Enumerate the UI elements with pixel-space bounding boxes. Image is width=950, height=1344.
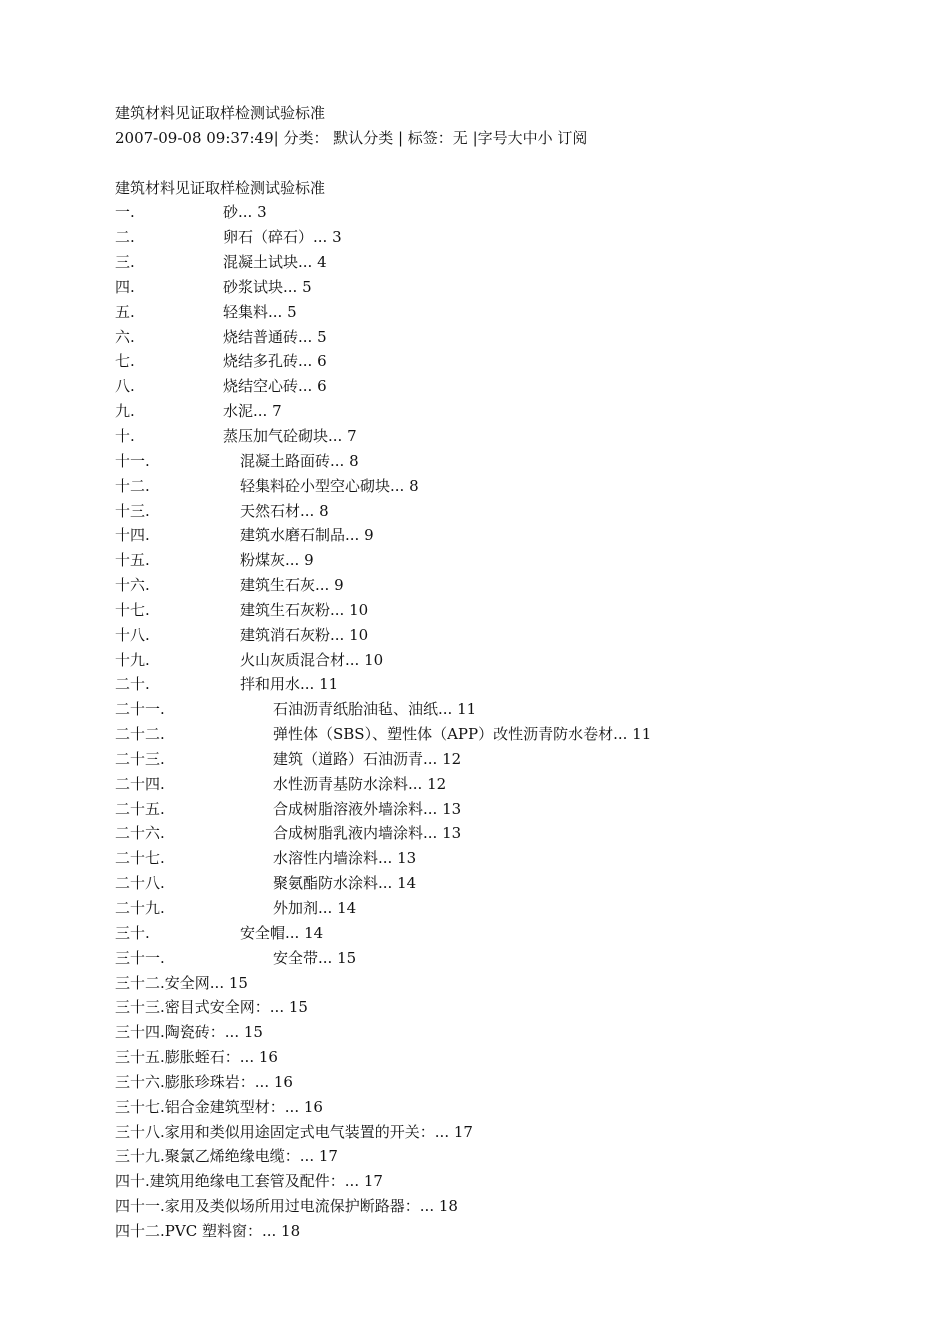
toc-item: [115, 1194, 915, 1219]
toc-item: [115, 474, 915, 499]
toc-heading: 建筑材料见证取样检测试验标准: [115, 178, 326, 197]
toc-item: [115, 573, 915, 598]
toc-item: [115, 275, 915, 300]
toc-item-text: 家用及类似场所用过电流保护断路器：... 18: [164, 1197, 458, 1216]
toc-item-text: 建筑消石灰粉... 10: [240, 625, 369, 644]
toc-item-text: 石油沥青纸胎油毡、油纸... 11: [273, 700, 477, 719]
toc-item-text: 膨胀珍珠岩：... 16: [164, 1072, 293, 1091]
toc-item: [115, 772, 915, 797]
toc-item-text: 安全带... 15: [273, 948, 357, 967]
toc-item-text: 砂... 3: [223, 203, 267, 222]
toc-item-number: 一.: [115, 203, 135, 222]
toc-item-number: 二十八.: [115, 874, 165, 893]
toc-item-number: 八.: [115, 377, 135, 396]
toc-item-number: 十一.: [115, 451, 150, 470]
toc-item: [115, 648, 915, 673]
toc-item-text: 蒸压加气砼砌块... 7: [223, 426, 357, 445]
toc-item-text: 外加剂... 14: [273, 899, 357, 917]
toc-item-text: 拌和用水... 11: [240, 675, 339, 694]
toc-item-number: 十八.: [115, 625, 150, 644]
toc-item: [115, 399, 915, 424]
toc-item-number: 三十二.: [115, 973, 165, 992]
toc-item: [115, 797, 915, 822]
toc-item-number: 十.: [115, 426, 135, 445]
toc-item-number: 四十.: [115, 1172, 150, 1191]
toc-item-number: 三十.: [115, 923, 150, 942]
toc-item: [115, 325, 915, 350]
toc-item: [115, 946, 915, 971]
toc-item-number: 五.: [115, 302, 135, 321]
toc-item-number: 三十四.: [115, 1023, 165, 1042]
toc-item-number: 三十七.: [115, 1097, 165, 1116]
toc-item-number: 十四.: [115, 526, 150, 545]
toc-item: [115, 598, 915, 623]
toc-item: [115, 1144, 915, 1169]
toc-item: [115, 1070, 915, 1095]
toc-item-text: 混凝土路面砖... 8: [240, 451, 359, 470]
toc-item: [115, 300, 915, 325]
toc-item-number: 三十六.: [115, 1072, 165, 1091]
toc-item-text: 合成树脂乳液内墙涂料... 13: [273, 824, 462, 843]
toc-item: [115, 971, 915, 996]
toc-item-number: 二十六.: [115, 824, 165, 843]
toc-item: [115, 523, 915, 548]
toc-item-text: 烧结空心砖... 6: [223, 377, 327, 396]
toc-item-number: 十九.: [115, 650, 150, 669]
toc-item-text: 聚氨酯防水涂料... 14: [273, 874, 417, 893]
toc-item-number: 九.: [115, 402, 135, 421]
toc-item: [115, 1120, 915, 1145]
toc-item-number: 二十四.: [115, 774, 165, 793]
toc-item: [115, 349, 915, 374]
toc-item-text: 铝合金建筑型材：... 16: [164, 1097, 323, 1116]
toc-item: [115, 896, 915, 921]
toc-item-number: 十六.: [115, 576, 150, 595]
toc-item: [115, 821, 915, 846]
toc-item-text: 火山灰质混合材... 10: [240, 650, 384, 669]
toc-item-number: 七.: [115, 352, 135, 371]
toc-item-number: 十七.: [115, 600, 150, 619]
toc-item: [115, 623, 915, 648]
toc-item-text: 建筑用绝缘电工套管及配件：... 17: [149, 1172, 383, 1191]
toc-item: [115, 548, 915, 573]
toc-item: [115, 846, 915, 871]
toc-item: [115, 250, 915, 275]
toc-item-text: 密目式安全网：... 15: [164, 998, 308, 1017]
toc-item-text: 建筑水磨石制品... 9: [240, 526, 374, 545]
toc-item-text: 粉煤灰... 9: [240, 551, 314, 570]
toc-item-text: 轻集料砼小型空心砌块... 8: [240, 476, 419, 495]
toc-item-text: 聚氯乙烯绝缘电缆：... 17: [164, 1147, 338, 1166]
toc-item-text: 水溶性内墙涂料... 13: [273, 849, 417, 868]
toc-item: [115, 921, 915, 946]
toc-item-text: 砂浆试块... 5: [223, 277, 312, 296]
toc-item-text: 家用和类似用途固定式电气装置的开关：... 17: [164, 1122, 473, 1141]
toc-item-number: 三十一.: [115, 948, 165, 967]
toc-item-number: 六.: [115, 327, 135, 346]
toc-list: [115, 200, 915, 1243]
toc-item-text: 陶瓷砖：... 15: [164, 1023, 263, 1042]
toc-item-number: 二十一.: [115, 700, 165, 719]
toc-item-text: 天然石材... 8: [240, 501, 329, 520]
toc-item-number: 二.: [115, 228, 135, 247]
toc-item: [115, 871, 915, 896]
toc-item-text: 弹性体（SBS）、塑性体（APP）改性沥青防水卷材... 11: [273, 725, 652, 744]
toc-item-number: 二十九.: [115, 899, 165, 917]
toc-item: [115, 995, 915, 1020]
toc-item: [115, 424, 915, 449]
toc-item-text: 烧结多孔砖... 6: [223, 352, 327, 371]
article-meta: 2007-09-08 09:37:49| 分类： 默认分类 | 标签：无 |字号大中小 订阅: [115, 128, 588, 147]
toc-item-number: 四十一.: [115, 1197, 165, 1216]
toc-item-number: 四十二.: [115, 1221, 165, 1240]
toc-item-number: 三十五.: [115, 1048, 165, 1067]
toc-item-number: 四.: [115, 277, 135, 296]
toc-item-number: 十二.: [115, 476, 150, 495]
toc-item-text: 混凝土试块... 4: [223, 253, 327, 272]
document-page: [115, 101, 915, 1244]
toc-item: [115, 225, 915, 250]
toc-item-text: 卵石（碎石）... 3: [223, 228, 342, 247]
toc-item-text: 安全帽... 14: [240, 923, 324, 942]
toc-item-number: 十三.: [115, 501, 150, 520]
toc-item-number: 二十.: [115, 675, 150, 694]
toc-item-number: 三十九.: [115, 1147, 165, 1166]
toc-item: [115, 1020, 915, 1045]
article-title: 建筑材料见证取样检测试验标准: [115, 104, 326, 122]
toc-item: [115, 374, 915, 399]
toc-item-text: 建筑（道路）石油沥青... 12: [273, 749, 462, 768]
toc-item-number: 二十七.: [115, 849, 165, 868]
toc-item: [115, 672, 915, 697]
toc-item-number: 二十三.: [115, 749, 165, 768]
toc-item: [115, 200, 915, 225]
toc-item: [115, 722, 915, 747]
toc-item-number: 二十二.: [115, 725, 165, 744]
toc-item: [115, 697, 915, 722]
toc-item-text: PVC 塑料窗：... 18: [164, 1221, 301, 1240]
toc-item: [115, 499, 915, 524]
spacer: [115, 151, 915, 176]
toc-item: [115, 1045, 915, 1070]
toc-item-number: 十五.: [115, 551, 150, 570]
toc-item-text: 安全网... 15: [164, 973, 248, 992]
toc-item: [115, 1095, 915, 1120]
toc-item: [115, 449, 915, 474]
toc-item-number: 三.: [115, 253, 135, 272]
toc-item-text: 建筑生石灰粉... 10: [240, 600, 369, 619]
toc-item-text: 膨胀蛭石：... 16: [164, 1048, 278, 1067]
toc-item: [115, 1169, 915, 1194]
toc-item: [115, 1219, 915, 1244]
toc-item-text: 水性沥青基防水涂料... 12: [273, 774, 447, 793]
toc-item-text: 轻集料... 5: [223, 302, 297, 321]
toc-item-text: 建筑生石灰... 9: [240, 576, 344, 595]
toc-item-number: 三十三.: [115, 998, 165, 1017]
toc-item-number: 二十五.: [115, 799, 165, 818]
toc-item-text: 烧结普通砖... 5: [223, 327, 327, 346]
toc-item-number: 三十八.: [115, 1122, 165, 1141]
toc-item: [115, 747, 915, 772]
toc-item-text: 合成树脂溶液外墙涂料... 13: [273, 799, 462, 818]
toc-item-text: 水泥... 7: [223, 402, 282, 421]
